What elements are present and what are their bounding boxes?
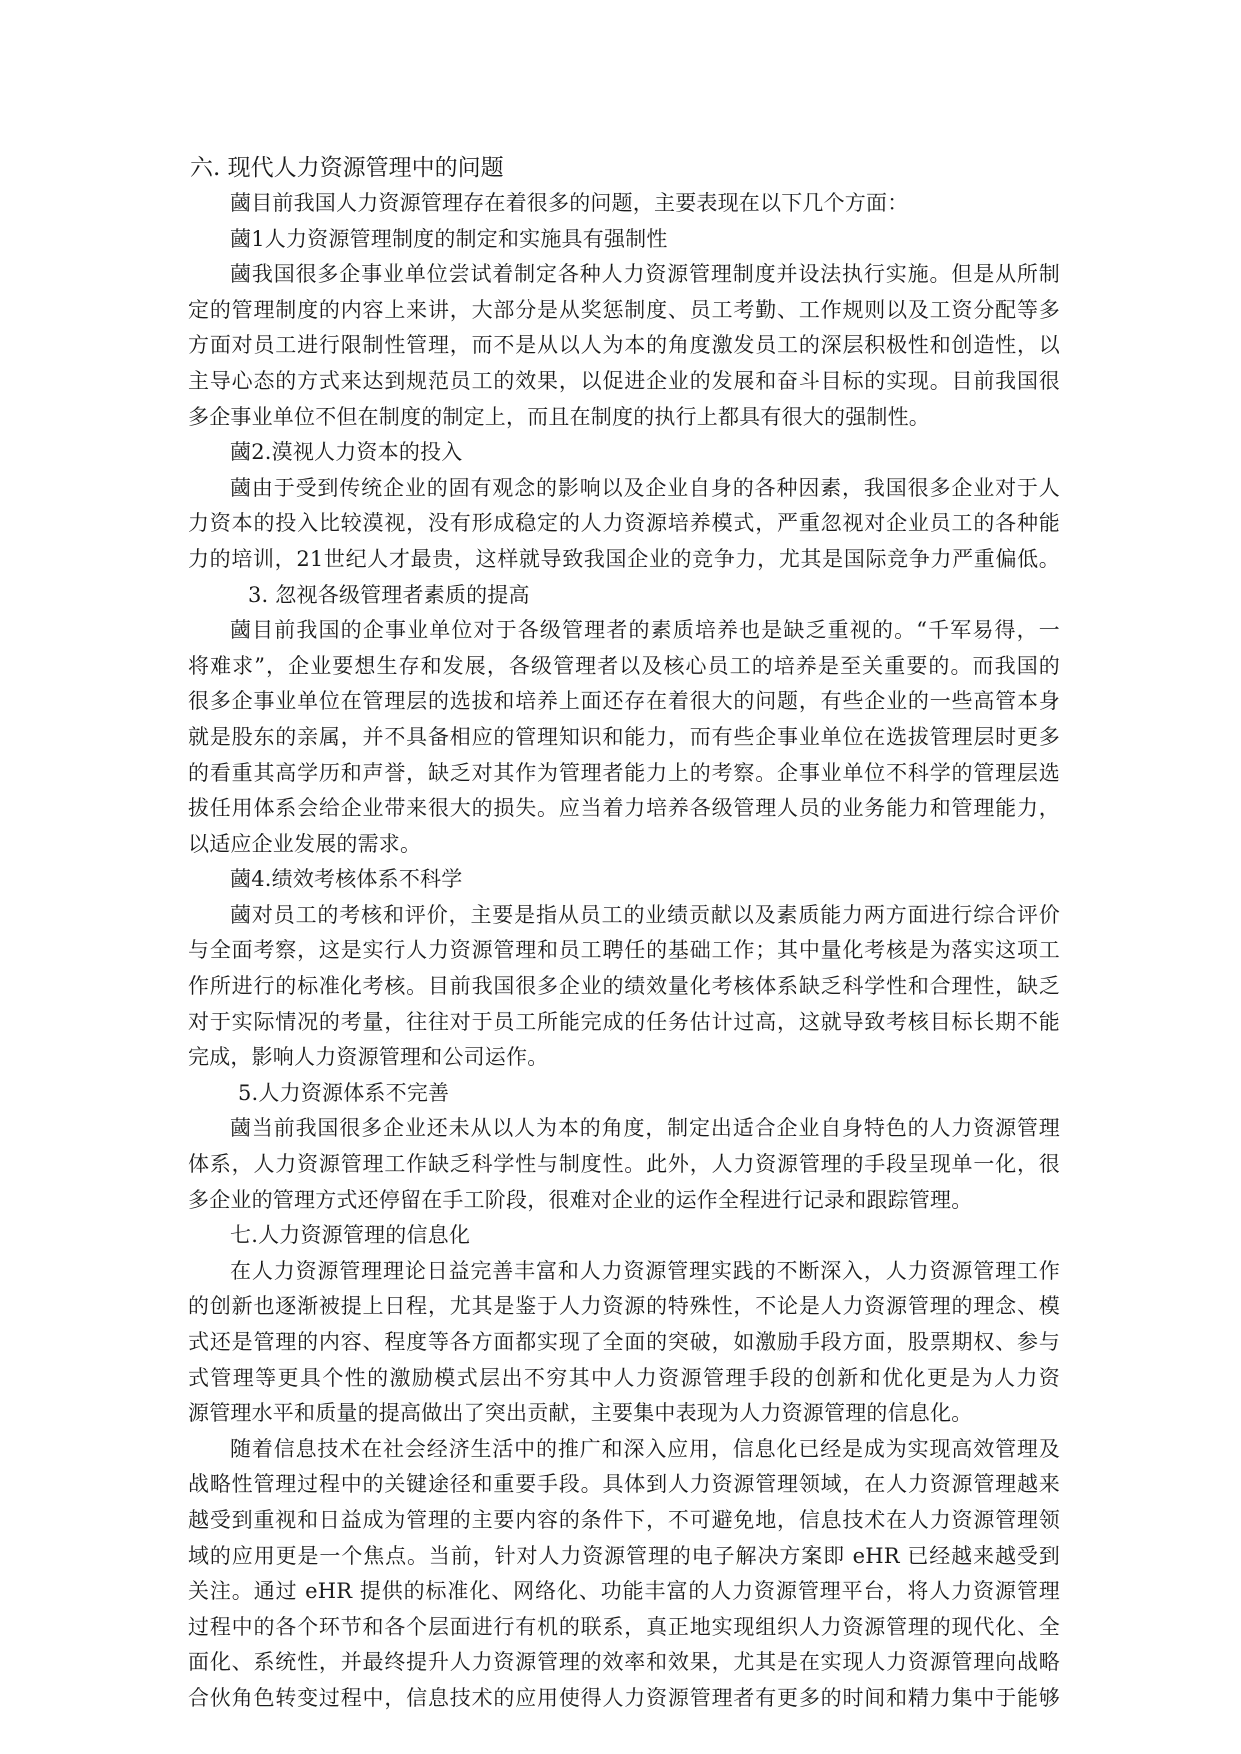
text-line: 越受到重视和日益成为管理的主要内容的条件下，不可避免地，信息技术在人力资源管理领 — [188, 1507, 1060, 1532]
text-line: 力的培训，21世纪人才最贵，这样就导致我国企业的竞争力，尤其是国际竞争力严重偏低。 — [188, 546, 1060, 571]
text-line: 合伙角色转变过程中，信息技术的应用使得人力资源管理者有更多的时间和精力集中于能够 — [188, 1685, 1060, 1710]
text-line: 面化、系统性，并最终提升人力资源管理的效率和效果，尤其是在实现人力资源管理向战略 — [188, 1650, 1060, 1675]
text-line: 式还是管理的内容、程度等各方面都实现了全面的突破，如激励手段方面，股票期权、参与 — [188, 1330, 1060, 1354]
text-line: 的看重其高学历和声誉，缺乏对其作为管理者能力上的考察。企事业单位不科学的管理层选 — [188, 760, 1060, 785]
text-line: 式管理等更具个性的激励模式层出不穷其中人力资源管理手段的创新和优化更是为人力资 — [188, 1365, 1060, 1390]
text-line: 蔮当前我国很多企业还未从以人为本的角度，制定出适合企业自身特色的人力资源管理 — [230, 1116, 1060, 1141]
subheading: 3. 忽视各级管理者素质的提高 — [248, 582, 530, 607]
section-heading: 七.人力资源管理的信息化 — [230, 1223, 471, 1248]
text-line: 就是股东的亲属，并不具备相应的管理知识和能力，而有些企事业单位在选拔管理层时更多 — [188, 724, 1060, 749]
text-line: 蔮目前我国的企事业单位对于各级管理者的素质培养也是缺乏重视的。“千军易得，一 — [230, 618, 1060, 643]
subheading: 蔮2.漠视人力资本的投入 — [230, 440, 463, 465]
text-line: 作所进行的标准化考核。目前我国很多企业的绩效量化考核体系缺乏科学性和合理性，缺乏 — [188, 974, 1060, 999]
subheading: 5.人力资源体系不完善 — [238, 1080, 450, 1105]
text-line: 对于实际情况的考量，往往对于员工所能完成的任务估计过高，这就导致考核目标长期不能 — [188, 1009, 1060, 1034]
document-page — [188, 150, 1060, 1717]
subheading: 蔮4.绩效考核体系不科学 — [230, 867, 463, 892]
text-line: 拔任用体系会给企业带来很大的损失。应当着力培养各级管理人员的业务能力和管理能力， — [188, 796, 1060, 821]
text-line: 域的应用更是一个焦点。当前，针对人力资源管理的电子解决方案即 eHR 已经越来越受到 — [188, 1543, 1060, 1568]
text-line: 在人力资源管理理论日益完善丰富和人力资源管理实践的不断深入，人力资源管理工作 — [230, 1258, 1060, 1283]
text-line: 方面对员工进行限制性管理，而不是从以人为本的角度激发员工的深层积极性和创造性，以 — [188, 333, 1060, 358]
text-line: 多企业的管理方式还停留在手工阶段，很难对企业的运作全程进行记录和跟踪管理。 — [188, 1187, 973, 1212]
text-line: 很多企事业单位在管理层的选拔和培养上面还存在着很大的问题，有些企业的一些高管本身 — [188, 689, 1060, 714]
text-line: 力资本的投入比较漠视，没有形成稳定的人力资源培养模式，严重忽视对企业员工的各种能 — [188, 511, 1060, 536]
text-line: 关注。通过 eHR 提供的标准化、网络化、功能丰富的人力资源管理平台，将人力资源管理 — [188, 1579, 1060, 1604]
text-line: 蔮由于受到传统企业的固有观念的影响以及企业自身的各种因素，我国很多企业对于人 — [230, 475, 1060, 500]
text-line: 蔮我国很多企事业单位尝试着制定各种人力资源管理制度并设法执行实施。但是从所制 — [230, 262, 1060, 287]
text-line: 的创新也逐渐被提上日程，尤其是鉴于人力资源的特殊性，不论是人力资源管理的理念、模 — [188, 1294, 1060, 1319]
text-line: 定的管理制度的内容上来讲，大部分是从奖惩制度、员工考勤、工作规则以及工资分配等多 — [188, 297, 1060, 322]
text-line: 过程中的各个环节和各个层面进行有机的联系，真正地实现组织人力资源管理的现代化、全 — [188, 1614, 1060, 1639]
text-line: 蔮目前我国人力资源管理存在着很多的问题，主要表现在以下几个方面： — [230, 191, 909, 215]
text-line: 完成，影响人力资源管理和公司运作。 — [188, 1045, 549, 1070]
text-line: 体系，人力资源管理工作缺乏科学性与制度性。此外，人力资源管理的手段呈现单一化，很 — [188, 1152, 1060, 1177]
text-line: 随着信息技术在社会经济生活中的推广和深入应用，信息化已经是成为实现高效管理及 — [230, 1436, 1060, 1461]
subheading: 蔮1人力资源管理制度的制定和实施具有强制性 — [230, 226, 668, 251]
text-line: 以适应企业发展的需求。 — [188, 831, 422, 856]
text-line: 将难求”，企业要想生存和发展，各级管理者以及核心员工的培养是至关重要的。而我国的 — [188, 653, 1060, 678]
text-line: 主导心态的方式来达到规范员工的效果，以促进企业的发展和奋斗目标的实现。目前我国很 — [188, 368, 1060, 393]
text-line: 与全面考察，这是实行人力资源管理和员工聘任的基础工作；其中量化考核是为落实这项工 — [188, 938, 1060, 963]
text-line: 战略性管理过程中的关键途径和重要手段。具体到人力资源管理领域，在人力资源管理越来 — [188, 1472, 1060, 1497]
text-line: 蔮对员工的考核和评价，主要是指从员工的业绩贡献以及素质能力两方面进行综合评价 — [230, 902, 1060, 927]
text-line: 多企事业单位不但在制度的制定上，而且在制度的执行上都具有很大的强制性。 — [188, 404, 930, 429]
section-heading: 六. 现代人力资源管理中的问题 — [190, 155, 504, 181]
text-line: 源管理水平和质量的提高做出了突出贡献，主要集中表现为人力资源管理的信息化。 — [188, 1401, 973, 1426]
